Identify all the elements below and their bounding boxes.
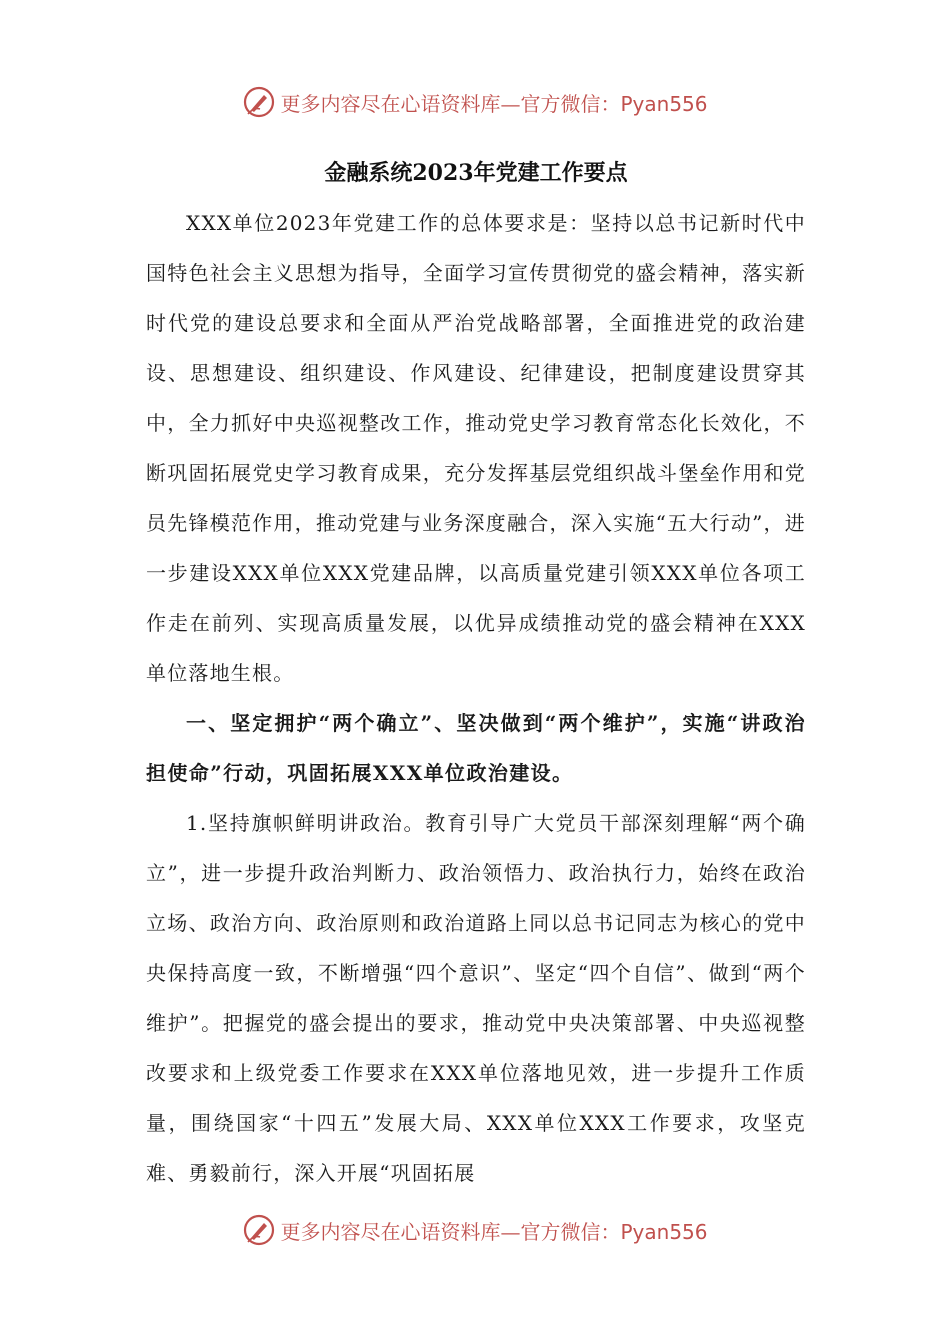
watermark-text — [280, 1216, 707, 1245]
watermark-handle: Pyan556 — [620, 91, 708, 116]
watermark-text — [280, 88, 707, 117]
watermark-banner-top — [0, 82, 950, 122]
watermark-label: 更多内容尽在心语资料库—官方微信： — [280, 1219, 621, 1244]
document-body — [146, 148, 806, 1198]
document-title: 金融系统2023年党建工作要点 — [324, 160, 628, 186]
pen-logo-icon — [242, 1213, 276, 1247]
item-paragraph: 1.坚持旗帜鲜明讲政治。教育引导广大党员干部深刻理解“两个确立”，进一步提升政治判断力、政治领悟力、政治执行力，始终在政治立场、政治方向、政治原则和政治道路上同以总书记同志为核心的党中央保持高度一致，不断增强“四个意识”、坚定“四个自信”、做到“两个维护”。把握党的盛会提出的要求，推动党中央决策部署、中央巡视整改要求和上级党委工作要求在XXX单位落地见效，进一步提升工作质量，围绕国家“十四五”发展大局、XXX单位XXX工作要求，攻坚克难、勇毅前行，深入开展“巩固拓展 — [146, 811, 806, 1185]
pen-logo-icon — [242, 85, 276, 119]
watermark-banner-bottom — [0, 1210, 950, 1250]
watermark-label: 更多内容尽在心语资料库—官方微信： — [280, 91, 621, 116]
section-heading: 一、坚定拥护“两个确立”、坚决做到“两个维护”，实施“讲政治担使命”行动，巩固拓展XXX单位政治建设。 — [146, 711, 806, 785]
watermark-handle: Pyan556 — [620, 1219, 708, 1244]
intro-paragraph: XXX单位2023年党建工作的总体要求是：坚持以总书记新时代中国特色社会主义思想为指导，全面学习宣传贯彻党的盛会精神，落实新时代党的建设总要求和全面从严治党战略部署，全面推进党的政治建设、思想建设、组织建设、作风建设、纪律建设，把制度建设贯穿其中，全力抓好中央巡视整改工作，推动党史学习教育常态化长效化，不断巩固拓展党史学习教育成果，充分发挥基层党组织战斗堡垒作用和党员先锋模范作用，推动党建与业务深度融合，深入实施“五大行动”，进一步建设XXX单位XXX党建品牌，以高质量党建引领XXX单位各项工作走在前列、实现高质量发展，以优异成绩推动党的盛会精神在XXX单位落地生根。 — [146, 211, 806, 685]
